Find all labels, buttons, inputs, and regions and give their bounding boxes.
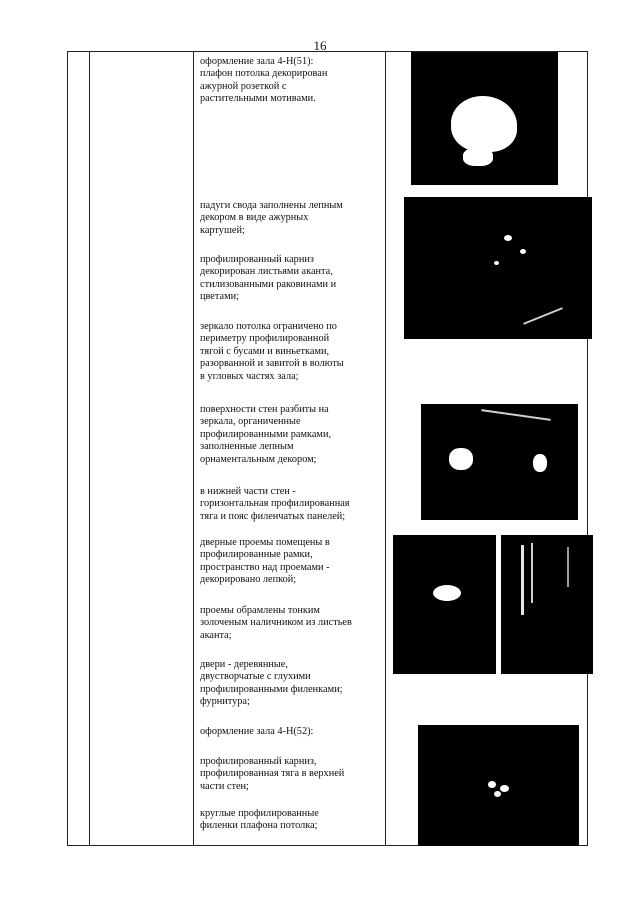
description-paragraph: профилированный карниз, профилированная тяга в верхней части стен; — [200, 756, 345, 792]
stucco-highlight — [504, 235, 512, 241]
column-divider-1 — [89, 52, 90, 845]
photo-vault-cartouches — [404, 197, 592, 339]
photo-wall-panels — [421, 404, 578, 520]
description-paragraph: зеркало потолка ограничено по периметру профилированной тягой с бусами и виньетками, разорванной и завитой в волюты в угловых частях зала; — [200, 321, 344, 382]
cornice-streak — [523, 307, 563, 325]
column-divider-2 — [193, 52, 194, 845]
door-highlight — [433, 585, 461, 601]
ceiling-streak — [481, 409, 551, 421]
photo-ceiling-panels — [418, 725, 579, 846]
wall-highlight — [533, 454, 547, 472]
chandelier-highlight — [494, 791, 501, 797]
door-streak — [521, 545, 524, 615]
photo-doorway-right — [501, 535, 593, 674]
description-paragraph: оформление зала 4-Н(51): плафон потолка декорирован ажурной розеткой с растительными мотивами. — [200, 56, 328, 105]
description-paragraph: круглые профилированные филенки плафона потолка; — [200, 808, 319, 832]
description-paragraph: в нижней части стен - горизонтальная профилированная тяга и пояс филенчатых панелей; — [200, 486, 350, 522]
photo-ceiling-rosette — [411, 52, 558, 185]
description-paragraph: падуги свода заполнены лепным декором в виде ажурных картушей; — [200, 200, 343, 236]
description-paragraph: дверные проемы помещены в профилированные рамки, пространство над проемами - декорировано лепкой; — [200, 537, 330, 586]
photo-doorway-left — [393, 535, 496, 674]
description-paragraph: оформление зала 4-Н(52): — [200, 726, 314, 737]
description-paragraph: поверхности стен разбиты на зеркала, органиченные профилированными рамками, заполненные лепным орнаментальным декором; — [200, 404, 332, 465]
page-number: 16 — [313, 38, 327, 53]
description-paragraph: проемы обрамлены тонким золоченым наличником из листьев аканта; — [200, 605, 352, 641]
stucco-highlight — [494, 261, 499, 265]
description-paragraph: двери - деревянные, двустворчатые с глухими профилированными филенками; фурнитура; — [200, 659, 343, 708]
rosette-highlight — [463, 148, 493, 166]
description-paragraph: профилированный карниз декорирован листьями аканта, стилизованными раковинами и цветами; — [200, 254, 337, 303]
wall-highlight — [449, 448, 473, 470]
door-streak — [567, 547, 569, 587]
stucco-highlight — [520, 249, 526, 254]
chandelier-highlight — [488, 781, 496, 788]
rosette-highlight — [451, 96, 517, 152]
column-divider-3 — [385, 52, 386, 845]
chandelier-highlight — [500, 785, 509, 792]
door-streak — [531, 543, 533, 603]
